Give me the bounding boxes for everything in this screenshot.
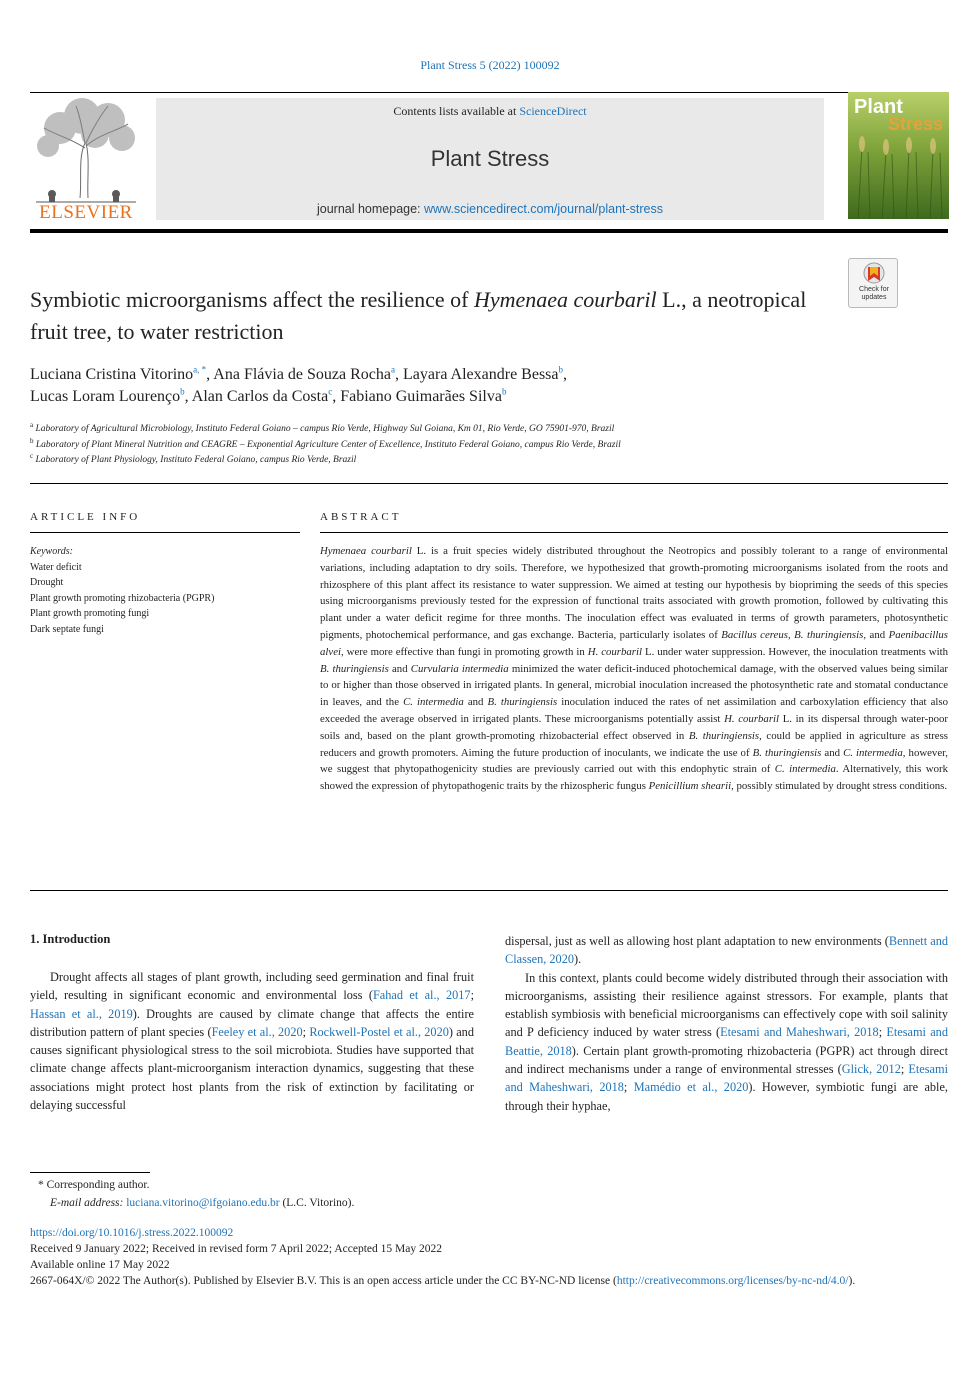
abstract-text: , however, we suggest that phytopathogenicity studies are previously carried out with this endophytic strain of bbox=[320, 746, 948, 776]
footnote bbox=[30, 1177, 948, 1212]
species-name: Paenibacillus alvei bbox=[320, 628, 948, 658]
author-list: Luciana Cristina Vitorino$^{a, *}$, Ana Flávia de Souza Rocha$^a$, Layara Alexandre Bessa$^b$, Lucas Loram Lourenço$^b$, Alan Carlos da Costa$^c$, Fabiano Guimarães Silva$^b$ bbox=[30, 364, 567, 405]
body-text: ). bbox=[574, 952, 582, 967]
body-text: dispersal, just as well as allowing host plant adaptation to new environments ( bbox=[505, 934, 889, 948]
citation-link[interactable]: Feeley et al., 2020 bbox=[211, 1024, 303, 1039]
keyword: Plant growth promoting rhizobacteria (PGPR) bbox=[30, 592, 215, 604]
citation-link[interactable]: Rockwell-Postel et al., 2020 bbox=[309, 1024, 449, 1039]
received-dates: Received 9 January 2022; Received in revised form 7 April 2022; Accepted 15 May 2022 bbox=[30, 1243, 442, 1255]
keywords-block bbox=[30, 544, 300, 637]
check-for-updates-button[interactable] bbox=[848, 258, 898, 308]
article-info-heading: ARTICLE INFO bbox=[30, 511, 141, 523]
body-text: ). Droughts are caused by climate change that affects the entire distribution pattern of plant species ( bbox=[30, 1006, 474, 1039]
abstract-rule bbox=[320, 532, 948, 533]
section-rule bbox=[30, 890, 948, 891]
abstract-text: , could be applied in agriculture as stress reducers and growth promoters. Aiming the future production of inoculants, we indicate the use of bbox=[320, 729, 948, 759]
abstract-body bbox=[320, 543, 948, 795]
affiliation: $^b$ Laboratory of Plant Mineral Nutrition and CEAGRE – Exponential Agriculture Center of Excellence, Instituto Federal Goiano, campus Rio Verde, Brazil bbox=[30, 436, 621, 450]
intro-left-column bbox=[30, 968, 474, 1114]
abstract-text: minimized the water deficit-induced photochemical damage, with the observed values being similar to or higher than those observed in irrigated plants. In general, microbial inoculation increased the photosynthetic rate and stomatal conductance in leaves, and the bbox=[320, 662, 948, 709]
abstract-text: inoculation induced the rates of net assimilation and carboxylation efficiency that also exceeded the average observed in irrigated plants. These microorganisms potentially assist bbox=[320, 696, 948, 725]
citation-link[interactable]: Etesami and Maheshwari, 2018 bbox=[505, 1062, 948, 1095]
email-link[interactable]: luciana.vitorino@ifgoiano.edu.br bbox=[126, 1196, 280, 1209]
citation-link[interactable]: Fahad et al., 2017 bbox=[372, 988, 471, 1003]
sciencedirect-link[interactable]: ScienceDirect bbox=[519, 104, 587, 118]
license-link[interactable]: http://creativecommons.org/licenses/by-nc-nd/4.0/ bbox=[616, 1275, 849, 1287]
journal-banner bbox=[156, 98, 824, 220]
citation-link[interactable]: Mamédio et al., 2020 bbox=[633, 1080, 749, 1095]
body-text: ). However, symbiotic fungi are able, through their hyphae, bbox=[505, 1080, 949, 1113]
species-name: B. thuringiensis bbox=[487, 696, 558, 709]
body-text: Drought affects all stages of plant growth, including seed germination and final fruit yield, resulting in significant economic and environmental loss ( bbox=[30, 970, 474, 1003]
elsevier-wordmark: ELSEVIER bbox=[39, 202, 133, 223]
abstract-text: and bbox=[388, 662, 411, 675]
citation-link[interactable]: Etesami and Beattie, 2018 bbox=[505, 1025, 948, 1058]
species-name: Penicillium shearii bbox=[648, 780, 732, 793]
species-name: Hymenaea courbaril bbox=[320, 545, 412, 557]
species-name: Bacillus cereus, B. thuringiensis, bbox=[721, 628, 867, 641]
species-name: C. intermedia bbox=[843, 746, 903, 759]
license-note: 2667-064X/© 2022 The Author(s). Published by Elsevier B.V. This is an open access article under the CC BY-NC-ND license (http://creativecommons.org/licenses/by-nc-nd/4.0/). bbox=[30, 1275, 856, 1287]
author[interactable]: Luciana Cristina Vitorino$^{a, *}$ bbox=[30, 364, 207, 383]
author[interactable]: Layara Alexandre Bessa$^b$ bbox=[403, 364, 563, 383]
affiliation: $^c$ Laboratory of Plant Physiology, Instituto Federal Goiano, campus Rio Verde, Brazil bbox=[30, 451, 357, 465]
corresponding-author-note: * Corresponding author. bbox=[38, 1179, 150, 1191]
abstract-text: and bbox=[821, 746, 844, 759]
body-text: ; bbox=[878, 1025, 887, 1040]
publication-info bbox=[30, 1225, 948, 1289]
species-name: H. courbaril bbox=[587, 645, 643, 658]
cover-title-stress: Stress bbox=[888, 114, 944, 134]
body-text: ; bbox=[302, 1024, 310, 1039]
available-date: Available online 17 May 2022 bbox=[30, 1259, 170, 1271]
introduction-heading: 1. Introduction bbox=[30, 932, 111, 946]
cover-title-plant: Plant bbox=[854, 96, 903, 118]
abstract-text: , possibly stimulated by drought stress conditions. bbox=[731, 780, 948, 793]
citation-link[interactable]: Glick, 2012 bbox=[841, 1062, 901, 1077]
article-title: Symbiotic microorganisms affect the resilience of Hymenaea courbaril L., a neotropical fruit tree, to water restriction bbox=[30, 287, 807, 344]
species-name: B. thuringiensis bbox=[320, 662, 389, 675]
species-name: H. courbaril bbox=[724, 712, 780, 725]
author[interactable]: Ana Flávia de Souza Rocha$^a$ bbox=[213, 364, 396, 383]
footnote-rule bbox=[30, 1172, 150, 1173]
keywords-label: Keywords: bbox=[30, 546, 73, 557]
species-name: B. thuringiensis bbox=[688, 729, 760, 742]
abstract-text: L. under water suppression. However, the inoculation treatments with bbox=[642, 645, 948, 658]
body-text: ). Certain plant growth-promoting rhizobacteria (PGPR) act through direct and indirect mechanisms under a range of environmental stresses ( bbox=[505, 1043, 948, 1077]
article-info-rule bbox=[30, 532, 300, 533]
keyword: Dark septate fungi bbox=[30, 623, 104, 635]
paragraph bbox=[505, 932, 948, 969]
body-text: ) and causes significant physiological stress to the soil microbiota. Studies have supported that climate change affects plant-microorganism interaction dynamics, suggesting that these associations might protect host plants from the risk of extinction by facilitating or delaying successful bbox=[30, 1024, 474, 1113]
abstract-text: and bbox=[463, 696, 488, 709]
contents-line: Contents lists available at ScienceDirect bbox=[393, 104, 587, 118]
species-name: B. thuringiensis bbox=[752, 746, 822, 759]
email-note: E-mail address: luciana.vitorino@ifgoiano.edu.br (L.C. Vitorino). bbox=[50, 1196, 355, 1209]
body-text: ; bbox=[623, 1080, 634, 1095]
journal-homepage: journal homepage: www.sciencedirect.com/journal/plant-stress bbox=[316, 202, 663, 216]
intro-right-column bbox=[505, 932, 948, 1115]
author[interactable]: Fabiano Guimarães Silva$^b$ bbox=[340, 386, 507, 405]
author[interactable]: Alan Carlos da Costa$^c$ bbox=[191, 386, 333, 405]
affiliation: $^a$ Laboratory of Agricultural Microbiology, Instituto Federal Goiano – campus Rio Verde, Highway Sul Goiana, Km 01, Rio Verde, GO 75901-970, Brazil bbox=[30, 420, 615, 434]
check-updates-line1: Check for bbox=[859, 286, 889, 293]
abstract-text: L. in its dispersal through water-poor soils and, based on the plant growth-promoting rhizobacterial effect observed in bbox=[320, 712, 948, 742]
header-rule bbox=[30, 92, 948, 93]
elsevier-logo[interactable] bbox=[30, 98, 142, 223]
body-text: ; bbox=[900, 1062, 909, 1077]
journal-title: Plant Stress bbox=[430, 146, 550, 171]
check-updates-line2: updates bbox=[861, 294, 887, 301]
journal-reference[interactable]: Plant Stress 5 (2022) 100092 bbox=[420, 58, 560, 72]
abstract-heading: ABSTRACT bbox=[320, 511, 402, 523]
body-text: ; bbox=[470, 988, 475, 1003]
citation-link[interactable]: Bennett and Classen, 2020 bbox=[505, 934, 948, 967]
header-thick-rule bbox=[30, 229, 948, 233]
keyword: Plant growth promoting fungi bbox=[30, 608, 150, 619]
paragraph bbox=[30, 968, 474, 1114]
check-updates-icon bbox=[849, 259, 899, 289]
citation-link[interactable]: Etesami and Maheshwari, 2018 bbox=[720, 1025, 879, 1040]
abstract-text: L. is a fruit species widely distributed throughout the Neotropics and possibly tolerant to a range of environmental variations, including adaptation to dry soils. Therefore, we hypothesized that growth-promoting microorganisms isolated from the roots and rhizosphere of this plant affect its resistance to water suppression. We aimed at testing our hypothesis by biopriming the seeds of this species using microorganisms previously tested for the expression of functional traits associated with growth promotion, followed by cultivating this plant under a water deficit regime for three months. The inoculation effect was evaluated in terms of growth parameters, photosynthetic pigments, photochemical performance, and gas exchange. Bacteria, particularly isolates of bbox=[320, 545, 948, 641]
keyword: Drought bbox=[30, 577, 64, 588]
affiliations bbox=[30, 422, 930, 469]
body-text: In this context, plants could become widely distributed through their association with microorganisms, assisting their resilience against stressors. For example, plants that establish symbiosis with beneficial microorganisms can effectively cope with soil salinity and P deficiency induced by water stress ( bbox=[505, 970, 948, 1040]
author[interactable]: Lucas Loram Lourenço$^b$ bbox=[30, 386, 185, 405]
abstract-text: , were more effective than fungi in promoting growth in bbox=[340, 645, 588, 658]
section-rule bbox=[30, 483, 948, 484]
journal-homepage-link[interactable]: www.sciencedirect.com/journal/plant-stress bbox=[424, 202, 663, 216]
abstract-text: and bbox=[866, 628, 889, 641]
species-name: Curvularia intermedia bbox=[410, 662, 509, 675]
paragraph bbox=[505, 969, 948, 1115]
keyword: Water deficit bbox=[30, 561, 82, 573]
doi-link[interactable]: https://doi.org/10.1016/j.stress.2022.100092 bbox=[30, 1227, 234, 1239]
species-name: C. intermedia bbox=[403, 696, 464, 709]
species-name: C. intermedia bbox=[774, 763, 836, 776]
abstract-text: . Alternatively, this work showed the expression of phytopathogenic traits by the rhizospheric fungus bbox=[320, 763, 948, 793]
journal-cover[interactable] bbox=[848, 92, 949, 219]
citation-link[interactable]: Hassan et al., 2019 bbox=[30, 1006, 133, 1021]
